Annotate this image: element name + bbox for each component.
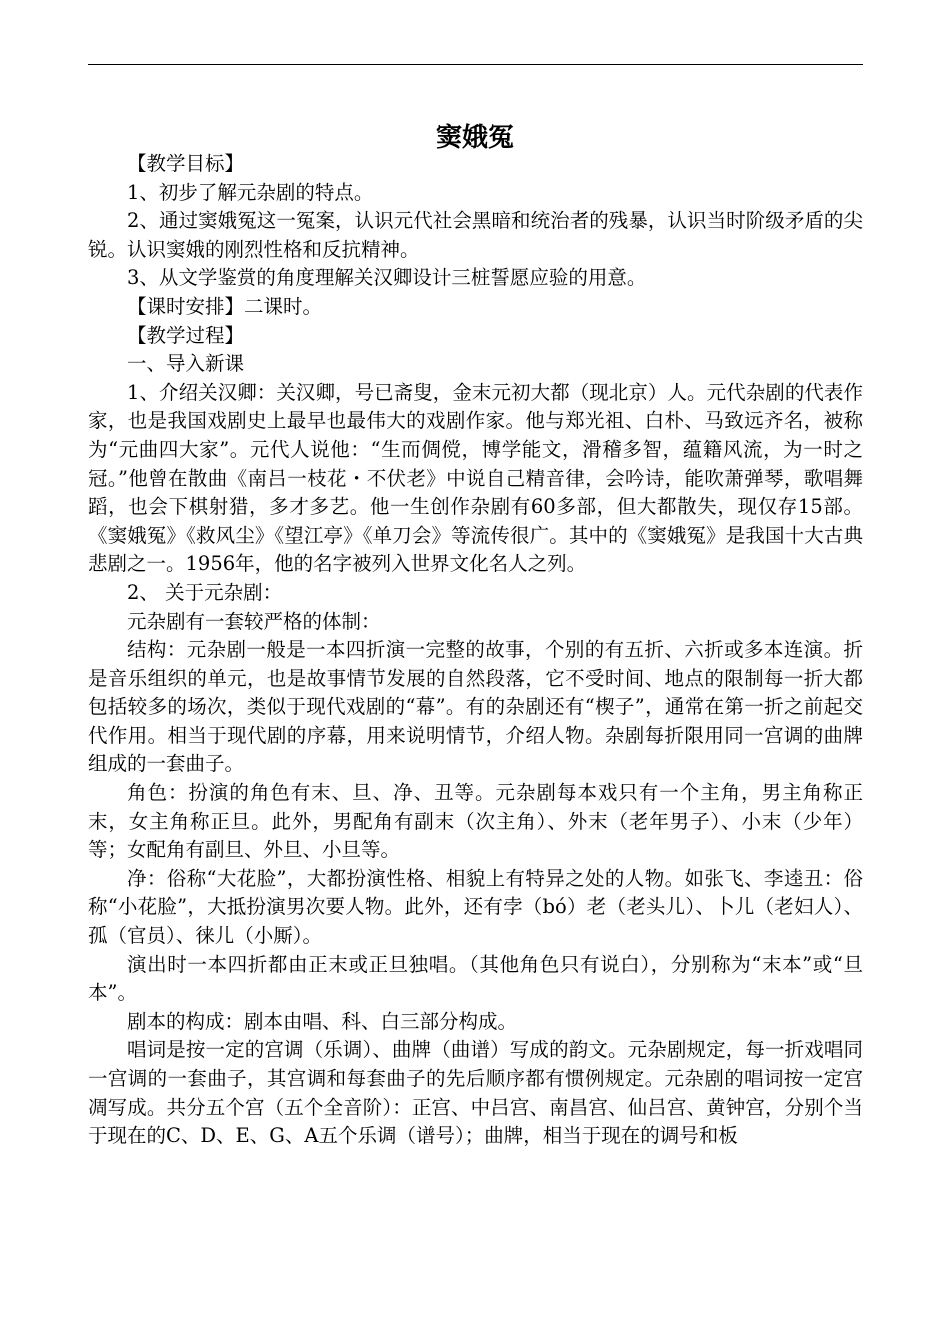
paragraph: 1、初步了解元杂剧的特点。 — [127, 180, 374, 204]
paragraph: 2、通过窦娥冤这一冤案，认识元代社会黑暗和统治者的残暴，认识当时阶级矛盾的尖锐。认识窦娥的刚烈性格和反抗精神。 — [88, 209, 863, 261]
paragraph: 剧本的构成：剧本由唱、科、白三部分构成。 — [127, 1009, 518, 1033]
paragraph: 【教学目标】 — [127, 152, 245, 175]
paragraph: 角色：扮演的角色有末、旦、净、丑等。元杂剧每本戏只有一个主角，男主角称正末，女主角称正旦。此外，男配角有副末（次主角）、外末（老年男子）、小末（少年）等；女配角有副旦、外旦、小旦等。 — [88, 781, 863, 862]
document-body — [88, 150, 863, 1151]
paragraph: 演出时一本四折都由正末或正旦独唱。（其他角色只有说白），分别称为“末本”或“旦本”。 — [88, 952, 863, 1005]
paragraph: 结构：元杂剧一般是一本四折演一完整的故事，个别的有五折、六折或多本连演。折是音乐组织的单元，也是故事情节发展的自然段落，它不受时间、地点的限制每一折大都包括较多的场次，类似于现代戏剧的“幕”。有的杂剧还有“楔子”，通常在第一折之前起交代作用。相当于现代剧的序幕，用来说明情节，介绍人物。杂剧每折限用同一宫调的曲牌组成的一套曲子。 — [88, 638, 863, 776]
header-rule — [88, 64, 863, 65]
paragraph: 【课时安排】二课时。 — [127, 294, 323, 318]
paragraph: 1、介绍关汉卿：关汉卿，号已斋叟，金末元初大都（现北京）人。元代杂剧的代表作家，也是我国戏剧史上最早也最伟大的戏剧作家。他与郑光祖、白朴、马致远齐名，被称为“元曲四大家”。元代人说他：“生而倜傥，博学能文，滑稽多智，蕴籍风流，为一时之冠。”他曾在散曲《南吕一枝花・不伏老》中说自己精音律，会吟诗，能吹萧弹琴，歌唱舞蹈，也会下棋射猎，多才多艺。他一生创作杂剧有60多部，但大都散失，现仅存15部。《窦娥冤》《救风尘》《望江亭》《单刀会》等流传很广。其中的《窦娥冤》是我国十大古典悲剧之一。1956年，他的名字被列入世界文化名人之列。 — [88, 380, 863, 576]
paragraph: 净：俗称“大花脸”，大都扮演性格、相貌上有特异之处的人物。如张飞、李逵丑：俗称“小花脸”，大抵扮演男次要人物。此外，还有孛（bó）老（老头儿）、卜儿（老妇人）、孤（官员）、徕儿（小厮）。 — [88, 866, 863, 948]
paragraph: 一、导入新课 — [127, 352, 245, 376]
document-title: 窦娥冤 — [435, 123, 514, 153]
paragraph: 3、从文学鉴赏的角度理解关汉卿设计三桩誓愿应验的用意。 — [127, 266, 647, 290]
paragraph: 元杂剧有一套较严格的体制： — [127, 609, 381, 633]
paragraph: 2、 关于元杂剧： — [127, 580, 283, 604]
paragraph: 【教学过程】 — [127, 323, 245, 347]
paragraph: 唱词是按一定的宫调（乐调）、曲牌（曲谱）写成的韵文。元杂剧规定，每一折戏唱同一宫调的一套曲子，其宫调和每套曲子的先后顺序都有惯例规定。元杂剧的唱词按一定宫凋写成。共分五个宫（五个全音阶）：正宫、中吕宫、南昌宫、仙吕宫、黄钟宫，分别个当于现在的C、D、E、G、A五个乐调（谱号）；曲牌，相当于现在的调号和板 — [88, 1038, 863, 1148]
